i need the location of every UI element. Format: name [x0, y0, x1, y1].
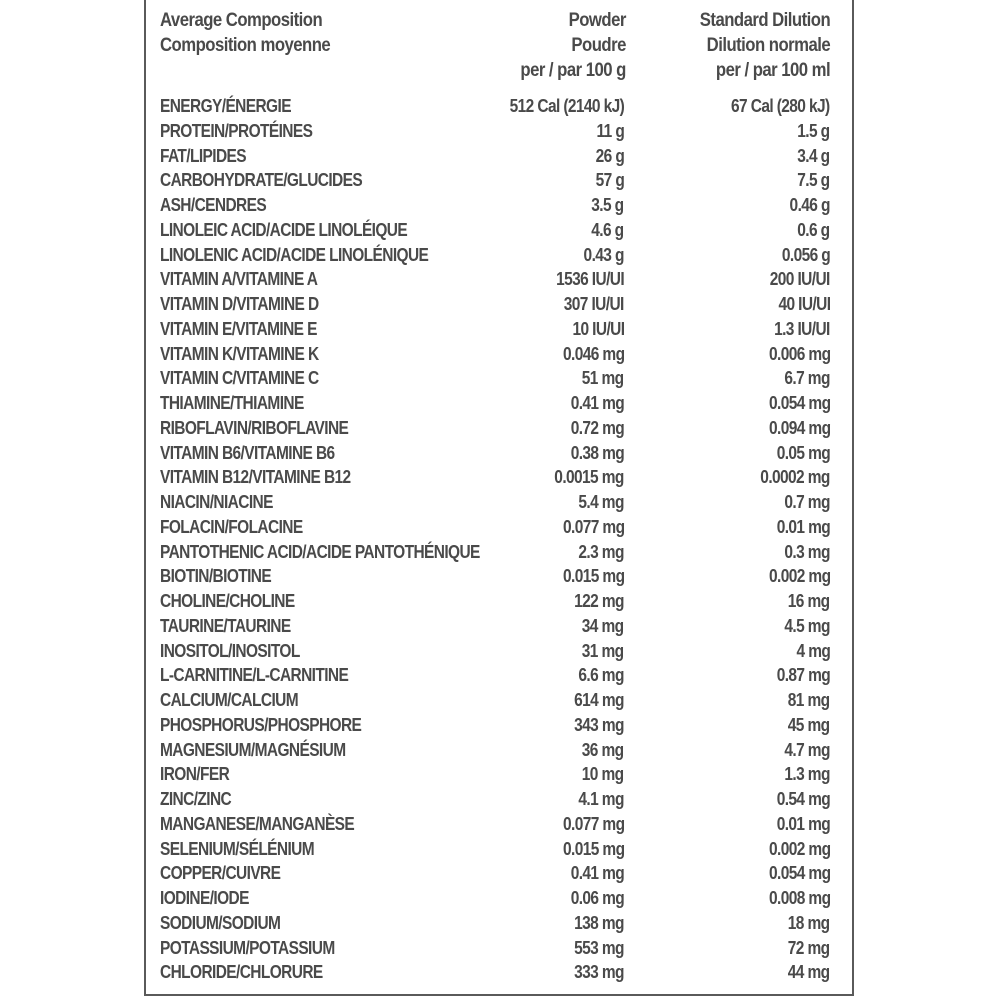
nutrient-name: ENERGY/ÉNERGIE — [160, 96, 291, 116]
powder-value: 0.06 mg — [570, 888, 624, 908]
nutrient-name: CARBOHYDRATE/GLUCIDES — [160, 170, 363, 191]
powder-value: 34 mg — [582, 615, 624, 636]
powder-value: 0.046 mg — [562, 343, 624, 364]
dilution-value: 44 mg — [788, 962, 830, 983]
table-row — [160, 168, 844, 193]
table-row — [160, 787, 844, 812]
table-row — [160, 94, 844, 119]
table-row — [160, 465, 844, 490]
dilution-value: 4.5 mg — [784, 615, 830, 636]
nutrient-name: TAURINE/TAURINE — [160, 615, 291, 636]
dilution-value: 200 IU/UI — [770, 269, 830, 290]
powder-value: 11 g — [596, 120, 624, 141]
nutrient-name: SELENIUM/SÉLÉNIUM — [160, 838, 315, 859]
powder-value: 6.6 mg — [578, 665, 624, 686]
dilution-value: 7.5 g — [797, 170, 830, 191]
nutrient-name: VITAMIN A/VITAMINE A — [160, 269, 318, 290]
table-row — [160, 886, 844, 911]
dilution-value: 0.01 mg — [776, 813, 830, 834]
nutrient-name: PANTOTHENIC ACID/ACIDE PANTOTHÉNIQUE — [160, 541, 480, 562]
table-row — [160, 614, 844, 639]
nutrient-name: CALCIUM/CALCIUM — [160, 690, 299, 710]
dilution-value: 40 IU/UI — [778, 294, 830, 314]
dilution-value: 0.056 g — [781, 244, 830, 265]
powder-value: 0.015 mg — [562, 566, 624, 587]
table-row — [160, 960, 844, 985]
table-row — [160, 317, 844, 342]
nutrient-name: SODIUM/SODIUM — [160, 912, 281, 933]
header-col3-line1: Standard Dilution — [699, 10, 830, 31]
powder-value: 4.6 g — [591, 219, 624, 240]
powder-value: 51 mg — [582, 368, 624, 389]
header-col3-line3: per / par 100 ml — [715, 60, 830, 81]
table-row — [160, 441, 844, 466]
nutrient-name: FOLACIN/FOLACINE — [160, 516, 303, 537]
powder-value: 0.41 mg — [570, 863, 624, 884]
table-row — [160, 837, 844, 862]
dilution-value: 0.87 mg — [776, 665, 830, 686]
powder-value: 1536 IU/UI — [556, 269, 624, 290]
nutrient-name: LINOLEIC ACID/ACIDE LINOLÉIQUE — [160, 219, 408, 240]
dilution-value: 0.05 mg — [776, 442, 830, 463]
nutrient-name: FAT/LIPIDES — [160, 145, 246, 166]
powder-value: 307 IU/UI — [564, 294, 624, 314]
table-row — [160, 416, 844, 441]
nutrient-name: BIOTIN/BIOTINE — [160, 566, 272, 587]
dilution-value: 18 mg — [788, 912, 830, 933]
dilution-value: 16 mg — [788, 591, 830, 611]
header-col2-line3: per / par 100 g — [520, 60, 626, 81]
dilution-value: 67 Cal (280 kJ) — [731, 96, 830, 116]
nutrient-name: L-CARNITINE/L-CARNITINE — [160, 665, 349, 686]
table-row — [160, 564, 844, 589]
dilution-value: 81 mg — [788, 690, 830, 710]
header-powder-column — [521, 8, 626, 83]
nutrient-name: VITAMIN E/VITAMINE E — [160, 318, 317, 339]
nutrient-name: VITAMIN B12/VITAMINE B12 — [160, 467, 351, 488]
table-row — [160, 812, 844, 837]
table-row — [160, 193, 844, 218]
nutrient-name: CHLORIDE/CHLORURE — [160, 962, 323, 983]
dilution-value: 0.0002 mg — [760, 467, 830, 488]
dilution-value: 45 mg — [788, 714, 830, 735]
header-nutrient-column — [160, 8, 330, 58]
table-header — [160, 8, 844, 86]
table-row — [160, 342, 844, 367]
table-row — [160, 688, 844, 713]
table-row — [160, 243, 844, 268]
powder-value: 122 mg — [574, 591, 624, 611]
powder-value: 333 mg — [574, 962, 624, 983]
table-row — [160, 267, 844, 292]
dilution-value: 1.3 IU/UI — [774, 318, 830, 339]
nutrient-name: PHOSPHORUS/PHOSPHORE — [160, 714, 362, 735]
powder-value: 0.72 mg — [570, 417, 624, 438]
table-row — [160, 738, 844, 763]
dilution-value: 72 mg — [788, 937, 830, 958]
nutrient-name: ASH/CENDRES — [160, 195, 267, 215]
table-row — [160, 936, 844, 961]
powder-value: 138 mg — [574, 912, 624, 933]
powder-value: 0.077 mg — [562, 813, 624, 834]
dilution-value: 0.006 mg — [768, 343, 830, 364]
nutrient-name: MAGNESIUM/MAGNÉSIUM — [160, 739, 346, 760]
dilution-value: 4 mg — [796, 640, 830, 661]
dilution-value: 0.3 mg — [784, 541, 830, 562]
nutrient-name: CHOLINE/CHOLINE — [160, 591, 295, 611]
nutrient-name: THIAMINE/THIAMINE — [160, 393, 304, 413]
dilution-value: 0.6 g — [797, 219, 830, 240]
nutrient-name: INOSITOL/INOSITOL — [160, 640, 300, 661]
dilution-value: 0.002 mg — [768, 838, 830, 859]
powder-value: 0.077 mg — [562, 516, 624, 537]
powder-value: 4.1 mg — [578, 789, 624, 809]
nutrient-name: VITAMIN K/VITAMINE K — [160, 343, 319, 364]
dilution-value: 0.002 mg — [768, 566, 830, 587]
powder-value: 343 mg — [574, 714, 624, 735]
powder-value: 0.015 mg — [562, 838, 624, 859]
header-dilution-column — [700, 8, 830, 83]
nutrient-name: LINOLENIC ACID/ACIDE LINOLÉNIQUE — [160, 244, 429, 265]
table-row — [160, 391, 844, 416]
nutrition-panel — [144, 0, 854, 996]
table-row — [160, 663, 844, 688]
header-col2-line1: Powder — [568, 10, 626, 31]
dilution-value: 0.01 mg — [776, 516, 830, 537]
nutrient-name: POTASSIUM/POTASSIUM — [160, 937, 335, 958]
dilution-value: 1.5 g — [797, 120, 830, 141]
powder-value: 10 IU/UI — [572, 318, 624, 339]
table-row — [160, 762, 844, 787]
dilution-value: 4.7 mg — [784, 739, 830, 760]
powder-value: 0.43 g — [583, 244, 624, 265]
table-row — [160, 119, 844, 144]
nutrient-name: NIACIN/NIACINE — [160, 492, 273, 512]
table-row — [160, 366, 844, 391]
dilution-value: 6.7 mg — [784, 368, 830, 389]
table-row — [160, 144, 844, 169]
table-row — [160, 589, 844, 614]
powder-value: 31 mg — [582, 640, 624, 661]
dilution-value: 0.54 mg — [776, 789, 830, 809]
dilution-value: 0.008 mg — [768, 888, 830, 908]
powder-value: 2.3 mg — [578, 541, 624, 562]
dilution-value: 0.46 g — [789, 195, 830, 215]
dilution-value: 0.7 mg — [784, 492, 830, 512]
nutrient-name: COPPER/CUIVRE — [160, 863, 281, 884]
table-row — [160, 540, 844, 565]
header-col3-line2: Dilution normale — [706, 35, 830, 56]
nutrient-name: VITAMIN C/VITAMINE C — [160, 368, 319, 389]
powder-value: 10 mg — [582, 764, 624, 785]
table-row — [160, 218, 844, 243]
dilution-value: 1.3 mg — [784, 764, 830, 785]
nutrient-name: MANGANESE/MANGANÈSE — [160, 813, 355, 834]
table-row — [160, 490, 844, 515]
nutrient-name: IODINE/IODE — [160, 888, 249, 908]
nutrient-name: PROTEIN/PROTÉINES — [160, 120, 313, 141]
dilution-value: 0.094 mg — [768, 417, 830, 438]
nutrient-name: ZINC/ZINC — [160, 789, 232, 809]
dilution-value: 0.054 mg — [768, 863, 830, 884]
nutrient-name: VITAMIN D/VITAMINE D — [160, 294, 319, 314]
nutrient-name: VITAMIN B6/VITAMINE B6 — [160, 442, 335, 463]
powder-value: 553 mg — [574, 937, 624, 958]
powder-value: 5.4 mg — [578, 492, 624, 512]
powder-value: 512 Cal (2140 kJ) — [509, 96, 624, 116]
powder-value: 0.41 mg — [570, 393, 624, 413]
table-row — [160, 515, 844, 540]
table-row — [160, 713, 844, 738]
table-row — [160, 911, 844, 936]
nutrient-name: RIBOFLAVIN/RIBOFLAVINE — [160, 417, 349, 438]
powder-value: 26 g — [595, 145, 624, 166]
nutrient-rows — [160, 94, 844, 985]
powder-value: 614 mg — [574, 690, 624, 710]
header-col1-line1: Average Composition — [160, 10, 323, 31]
table-row — [160, 639, 844, 664]
powder-value: 57 g — [595, 170, 624, 191]
powder-value: 0.38 mg — [570, 442, 624, 463]
dilution-value: 0.054 mg — [768, 393, 830, 413]
nutrient-name: IRON/FER — [160, 764, 230, 785]
header-col1-line2: Composition moyenne — [160, 35, 331, 56]
powder-value: 36 mg — [582, 739, 624, 760]
table-row — [160, 861, 844, 886]
dilution-value: 3.4 g — [797, 145, 830, 166]
table-row — [160, 292, 844, 317]
header-col2-line2: Poudre — [571, 35, 626, 56]
powder-value: 0.0015 mg — [554, 467, 624, 488]
powder-value: 3.5 g — [591, 195, 624, 215]
